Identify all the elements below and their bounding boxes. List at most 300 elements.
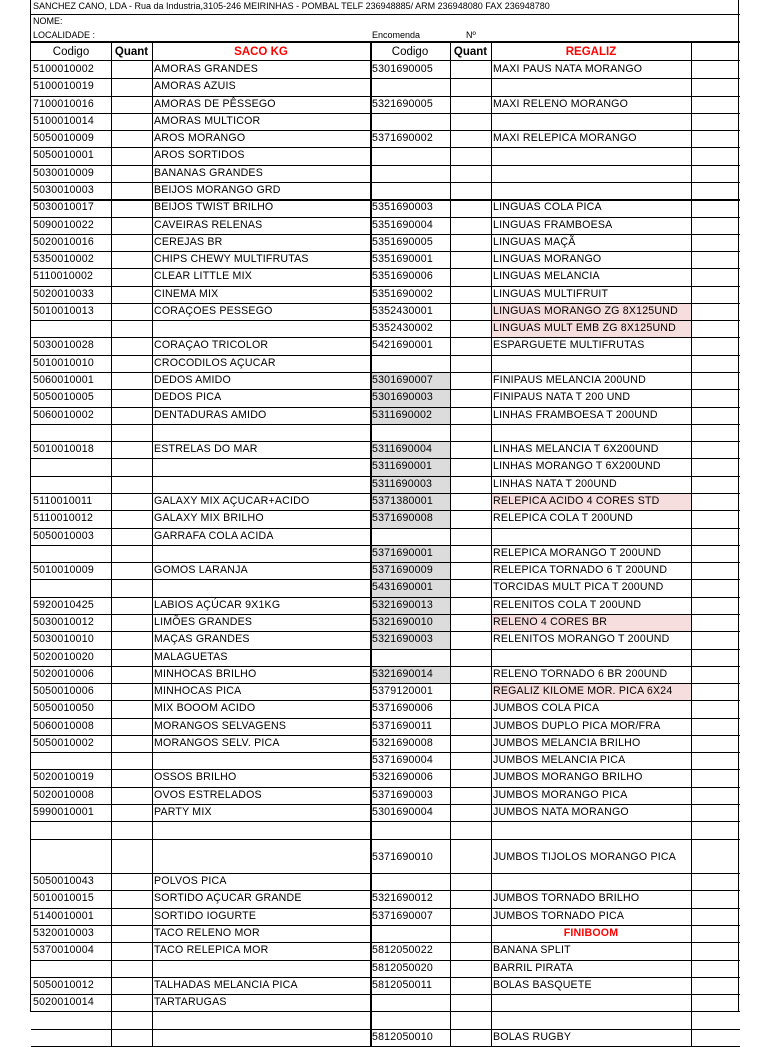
left-desc-cell: SORTIDO IOGURTE <box>154 909 257 922</box>
nome-label: NOME: <box>33 16 63 26</box>
right-desc-cell: JUMBOS MELANCIA BRILHO <box>493 736 641 749</box>
right-code-cell <box>370 78 450 95</box>
left-code-cell: 5010010010 <box>33 356 94 369</box>
left-desc-cell: BEIJOS MORANGO GRD <box>154 183 281 196</box>
right-desc-cell: JUMBOS TIJOLOS MORANGO PICA <box>493 850 676 863</box>
right-quant-cell[interactable] <box>450 510 491 527</box>
column-divider <box>691 43 692 1046</box>
right-code-cell: 5421690001 <box>372 339 433 352</box>
left-code-cell: 5020010006 <box>33 667 94 680</box>
left-desc-cell: AROS SORTIDOS <box>154 149 245 162</box>
left-quant-cell[interactable] <box>111 130 152 147</box>
left-desc-cell: MAÇAS GRANDES <box>154 633 250 646</box>
left-desc-cell: TACO RELENO MOR <box>154 926 260 939</box>
left-quant-cell[interactable] <box>111 1029 152 1046</box>
right-section-header: REGALIZ <box>565 46 617 58</box>
right-code-cell <box>370 821 450 838</box>
right-desc-cell: BOLAS RUGBY <box>493 1030 572 1043</box>
right-code-cell: 5321690008 <box>372 736 433 749</box>
column-divider <box>450 43 451 1046</box>
right-desc-cell <box>491 165 691 182</box>
left-code-cell: 5030010003 <box>33 183 94 196</box>
left-desc-cell: AMORAS MULTICOR <box>154 114 261 127</box>
left-quant-cell[interactable] <box>111 441 152 458</box>
right-quant-cell[interactable] <box>450 839 491 874</box>
left-desc-cell: CINEMA MIX <box>154 287 219 300</box>
right-code-cell <box>370 355 450 372</box>
left-desc-cell <box>152 545 370 562</box>
left-code-cell <box>31 1011 111 1028</box>
column-divider <box>491 43 492 1046</box>
right-code-cell: 5351690001 <box>372 253 433 266</box>
left-desc-cell: BEIJOS TWIST BRILHO <box>154 201 274 214</box>
right-quant-cell[interactable] <box>450 890 491 907</box>
left-code-cell <box>31 960 111 977</box>
row-divider <box>31 78 740 79</box>
right-code-cell: 5311690004 <box>370 441 450 458</box>
left-quant-cell[interactable] <box>111 735 152 752</box>
right-quant-cell[interactable] <box>450 942 491 959</box>
right-quant-cell[interactable] <box>450 372 491 389</box>
right-quant-cell[interactable] <box>450 113 491 130</box>
column-header-top-border <box>31 41 740 43</box>
left-code-cell: 5020010008 <box>33 788 94 801</box>
right-code-cell: 5321690005 <box>372 97 433 110</box>
numero-label: Nº <box>466 30 476 40</box>
left-quant-cell[interactable] <box>111 614 152 631</box>
right-quant-cell[interactable] <box>450 234 491 251</box>
left-quant-cell[interactable] <box>111 925 152 942</box>
row-divider <box>31 908 740 909</box>
row-divider <box>31 441 740 442</box>
left-quant-cell[interactable] <box>111 787 152 804</box>
left-desc-cell: CLEAR LITTLE MIX <box>154 270 252 283</box>
left-code-cell: 5060010008 <box>33 719 94 732</box>
left-code-cell: 5920010425 <box>33 598 94 611</box>
right-desc-cell: LINGUAS MELANCIA <box>493 270 600 283</box>
right-code-cell: 5351690002 <box>372 287 433 300</box>
right-code-cell: 5351690005 <box>372 235 433 248</box>
left-desc-cell <box>152 579 370 596</box>
row-divider <box>31 407 740 408</box>
left-quant-cell[interactable] <box>111 545 152 562</box>
left-code-cell: 5030010028 <box>33 339 94 352</box>
left-quant-cell[interactable] <box>111 994 152 1011</box>
row-divider <box>31 735 740 736</box>
right-desc-cell: RELEPICA ACIDO 4 CORES STD <box>491 493 691 510</box>
row-divider <box>31 700 740 701</box>
right-quant-cell[interactable] <box>450 1029 491 1046</box>
right-code-cell: 5371690006 <box>372 702 433 715</box>
left-quant-cell[interactable] <box>111 579 152 596</box>
left-quant-cell[interactable] <box>111 458 152 475</box>
left-code-cell: 5050010001 <box>33 149 94 162</box>
right-code-cell <box>370 528 450 545</box>
right-quant-cell[interactable] <box>450 735 491 752</box>
right-code-cell: 5352430001 <box>372 304 433 317</box>
right-quant-cell[interactable] <box>450 700 491 717</box>
left-code-cell: 5100010002 <box>33 63 94 75</box>
left-desc-cell: ESTRELAS DO MAR <box>154 443 258 456</box>
left-quant-cell[interactable] <box>111 96 152 113</box>
left-desc-cell <box>152 476 370 493</box>
left-quant-cell[interactable] <box>111 700 152 717</box>
right-quant-cell[interactable] <box>450 1011 491 1028</box>
right-quant-cell[interactable] <box>450 683 491 700</box>
right-desc-cell <box>491 821 691 838</box>
right-code-cell: 5371690004 <box>372 754 433 767</box>
company-header: SANCHEZ CANO, LDA - Rua da Industria,3105-246 MEIRINHAS - POMBAL TELF 236948885/ ARM 236948080 FAX 236948780 <box>33 1 550 11</box>
row-divider <box>31 234 740 235</box>
left-quant-cell[interactable] <box>111 78 152 95</box>
left-code-cell: 5110010012 <box>33 512 94 525</box>
left-codigo-header: Codigo <box>52 46 90 58</box>
row-divider <box>31 631 740 632</box>
row-divider <box>31 925 740 926</box>
right-desc-cell <box>491 649 691 666</box>
right-quant-cell[interactable] <box>450 251 491 268</box>
row-divider <box>31 476 740 477</box>
left-code-cell: 5370010004 <box>33 944 94 957</box>
left-code-cell: 5110010011 <box>33 495 93 507</box>
right-quant-cell[interactable] <box>450 147 491 164</box>
right-code-cell: 5371690009 <box>370 562 450 579</box>
right-code-cell: 5352430002 <box>372 322 433 335</box>
left-quant-cell[interactable] <box>111 562 152 579</box>
left-quant-cell[interactable] <box>111 147 152 164</box>
right-quant-cell[interactable] <box>450 303 491 320</box>
left-quant-cell[interactable] <box>111 908 152 925</box>
left-desc-cell: DENTADURAS AMIDO <box>154 408 267 421</box>
right-code-cell <box>370 182 450 199</box>
left-quant-cell[interactable] <box>111 683 152 700</box>
right-desc-cell <box>491 528 691 545</box>
right-quant-cell[interactable] <box>450 199 491 216</box>
right-desc-cell: RELEPICA TORNADO 6 T 200UND <box>493 564 668 577</box>
right-code-cell: 5321690006 <box>372 771 433 784</box>
left-quant-cell[interactable] <box>111 320 152 337</box>
left-code-cell: 5060010001 <box>33 374 94 387</box>
left-code-cell: 5050010009 <box>33 132 94 145</box>
row-divider <box>31 977 740 978</box>
left-desc-cell: PARTY MIX <box>154 806 212 819</box>
right-desc-cell: BARRIL PIRATA <box>493 961 574 974</box>
right-code-cell <box>370 994 450 1011</box>
row-divider <box>31 752 740 753</box>
row-divider <box>31 372 740 373</box>
right-code-cell: 5371380001 <box>370 493 450 510</box>
right-code-cell: 5351690004 <box>372 218 433 231</box>
row-divider <box>31 130 740 131</box>
left-code-cell: 5110010002 <box>33 270 94 283</box>
left-quant-cell[interactable] <box>111 528 152 545</box>
right-code-cell: 5812050022 <box>372 944 433 957</box>
right-desc-cell <box>491 147 691 164</box>
right-quant-cell[interactable] <box>450 458 491 475</box>
right-code-cell: 5301690005 <box>372 63 433 75</box>
right-code-cell: 5311690003 <box>370 476 450 493</box>
row-divider <box>31 839 740 840</box>
right-desc-cell: JUMBOS MORANGO BRILHO <box>493 771 643 784</box>
right-code-cell: 5431690001 <box>370 579 450 596</box>
row-divider <box>31 268 740 269</box>
left-desc-cell: AMORAS GRANDES <box>154 63 259 75</box>
row-divider <box>31 769 740 770</box>
left-quant-cell[interactable] <box>111 389 152 406</box>
left-quant-cell[interactable] <box>111 61 152 78</box>
column-header-bottom-border <box>31 60 740 61</box>
right-desc-cell: FINIPAUS MELANCIA 200UND <box>493 374 646 387</box>
right-quant-cell[interactable] <box>450 994 491 1011</box>
left-desc-cell: DEDOS PICA <box>154 391 222 404</box>
right-quant-cell[interactable] <box>450 666 491 683</box>
left-code-cell: 5010010013 <box>33 304 94 317</box>
row-divider <box>31 873 740 874</box>
right-quant-cell[interactable] <box>450 493 491 510</box>
right-desc-cell <box>491 355 691 372</box>
left-quant-cell[interactable] <box>111 286 152 303</box>
left-desc-cell: GARRAFA COLA ACIDA <box>154 529 274 542</box>
left-desc-cell: DEDOS AMIDO <box>154 374 231 387</box>
right-desc-cell: BANANA SPLIT <box>493 944 571 957</box>
left-quant-cell[interactable] <box>111 182 152 199</box>
left-quant-cell[interactable] <box>111 839 152 874</box>
right-desc-cell: RELENITOS COLA T 200UND <box>493 598 642 611</box>
row-divider <box>31 718 740 719</box>
right-quant-cell[interactable] <box>450 217 491 234</box>
left-quant-cell[interactable] <box>111 873 152 890</box>
left-desc-cell: BANANAS GRANDES <box>154 166 263 179</box>
left-desc-cell: OVOS ESTRELADOS <box>154 788 262 801</box>
left-quant-cell[interactable] <box>111 769 152 786</box>
left-code-cell: 5060010002 <box>33 408 94 421</box>
left-quant-cell[interactable] <box>111 407 152 424</box>
right-quant-cell[interactable] <box>450 562 491 579</box>
right-code-cell <box>370 424 450 441</box>
right-quant-cell[interactable] <box>450 268 491 285</box>
right-quant-cell[interactable] <box>450 407 491 424</box>
left-quant-cell[interactable] <box>111 424 152 441</box>
left-code-cell: 5320010003 <box>33 926 94 939</box>
right-desc-cell: LINHAS MELANCIA T 6X200UND <box>493 443 659 456</box>
right-quant-cell[interactable] <box>450 579 491 596</box>
row-divider <box>31 320 740 321</box>
left-quant-cell[interactable] <box>111 303 152 320</box>
row-divider <box>31 458 740 459</box>
right-quant-cell[interactable] <box>450 476 491 493</box>
right-desc-cell: ESPARGUETE MULTIFRUTAS <box>493 339 645 352</box>
left-code-cell <box>31 476 111 493</box>
left-quant-cell[interactable] <box>111 372 152 389</box>
right-quant-cell[interactable] <box>450 769 491 786</box>
right-desc-cell: JUMBOS TORNADO BRILHO <box>493 892 640 905</box>
left-desc-cell: GALAXY MIX AÇUCAR+ACIDO <box>154 495 310 507</box>
row-divider <box>31 994 740 995</box>
right-code-cell: 5371690001 <box>370 545 450 562</box>
left-desc-cell: CAVEIRAS RELENAS <box>154 218 263 231</box>
left-code-cell <box>31 821 111 838</box>
row-divider <box>31 182 740 183</box>
header-divider <box>31 14 740 15</box>
left-desc-cell: AMORAS AZUIS <box>154 80 236 93</box>
left-code-cell: 5020010014 <box>33 996 94 1009</box>
left-code-cell: 5100010014 <box>33 114 94 127</box>
left-quant-cell[interactable] <box>111 752 152 769</box>
left-quant-cell[interactable] <box>111 113 152 130</box>
left-quant-cell[interactable] <box>111 337 152 354</box>
right-code-cell: 5371690008 <box>370 510 450 527</box>
left-quant-cell[interactable] <box>111 718 152 735</box>
left-code-cell <box>31 545 111 562</box>
right-desc-cell: MAXI RELENO MORANGO <box>493 97 629 110</box>
right-quant-cell[interactable] <box>450 804 491 821</box>
left-quant-cell[interactable] <box>111 165 152 182</box>
right-code-cell <box>370 165 450 182</box>
row-divider <box>31 545 740 546</box>
left-quant-cell[interactable] <box>111 666 152 683</box>
left-quant-cell[interactable] <box>111 649 152 666</box>
left-desc-cell <box>152 320 370 337</box>
right-quant-cell[interactable] <box>450 389 491 406</box>
right-quant-cell[interactable] <box>450 61 491 78</box>
row-divider <box>31 1011 740 1012</box>
left-quant-cell[interactable] <box>111 631 152 648</box>
left-quant-cell[interactable] <box>111 355 152 372</box>
right-quant-cell[interactable] <box>450 528 491 545</box>
left-code-cell <box>31 752 111 769</box>
right-code-cell <box>370 147 450 164</box>
right-quant-cell[interactable] <box>450 787 491 804</box>
right-code-cell <box>370 925 450 942</box>
left-code-cell: 5050010003 <box>33 529 94 542</box>
right-desc-cell <box>491 424 691 441</box>
right-code-cell: 5371690003 <box>372 788 433 801</box>
right-quant-cell[interactable] <box>450 960 491 977</box>
row-divider <box>31 890 740 891</box>
right-quant-cell[interactable] <box>450 614 491 631</box>
row-divider <box>31 96 740 97</box>
left-desc-cell: LABIOS AÇÚCAR 9X1KG <box>154 598 281 611</box>
left-quant-cell[interactable] <box>111 268 152 285</box>
left-code-cell: 5020010033 <box>33 287 94 300</box>
left-quant-cell[interactable] <box>111 890 152 907</box>
row-divider <box>31 562 740 563</box>
left-quant-cell[interactable] <box>111 510 152 527</box>
left-quant-cell[interactable] <box>111 960 152 977</box>
right-quant-cell[interactable] <box>450 337 491 354</box>
row-divider <box>31 942 740 943</box>
right-desc-cell <box>491 78 691 95</box>
left-quant-cell[interactable] <box>111 942 152 959</box>
left-code-cell <box>31 579 111 596</box>
right-code-cell: 5351690003 <box>372 201 433 214</box>
left-quant-cell[interactable] <box>111 476 152 493</box>
right-quant-cell[interactable] <box>450 165 491 182</box>
left-quant-cell[interactable] <box>111 821 152 838</box>
right-quant-cell[interactable] <box>450 908 491 925</box>
right-desc-cell: JUMBOS TORNADO PICA <box>493 909 625 922</box>
left-code-cell: 5050010006 <box>33 685 94 698</box>
left-code-cell: 5020010020 <box>33 650 94 663</box>
right-desc-cell: MAXI RELEPICA MORANGO <box>493 132 637 145</box>
right-quant-cell[interactable] <box>450 320 491 337</box>
left-code-cell <box>31 424 111 441</box>
right-quant-cell[interactable] <box>450 752 491 769</box>
left-code-cell: 5090010022 <box>33 218 94 231</box>
left-code-cell: 5020010016 <box>33 235 94 248</box>
row-divider <box>31 424 740 425</box>
right-code-cell: 5371690007 <box>372 909 433 922</box>
left-desc-cell: MALAGUETAS <box>154 650 228 663</box>
right-desc-cell: LINGUAS MULTIFRUIT <box>493 287 609 300</box>
right-quant-cell[interactable] <box>450 130 491 147</box>
left-desc-cell: AMORAS DE PÊSSEGO <box>154 97 276 110</box>
right-quant-cell[interactable] <box>450 424 491 441</box>
right-quant-cell[interactable] <box>450 545 491 562</box>
left-quant-cell[interactable] <box>111 251 152 268</box>
left-quant-cell[interactable] <box>111 804 152 821</box>
right-quant-cell[interactable] <box>450 718 491 735</box>
left-desc-cell: MIX BOOOM ACIDO <box>154 702 256 715</box>
right-quant-cell[interactable] <box>450 78 491 95</box>
left-quant-cell[interactable] <box>111 199 152 216</box>
right-desc-cell: LINGUAS FRAMBOESA <box>493 218 613 231</box>
left-code-cell: 5010010009 <box>33 564 94 577</box>
right-quant-cell[interactable] <box>450 649 491 666</box>
row-divider <box>31 960 740 961</box>
left-quant-cell[interactable] <box>111 597 152 614</box>
right-code-cell: 5321690010 <box>370 614 450 631</box>
right-quant-cell[interactable] <box>450 96 491 113</box>
right-quant-cell[interactable] <box>450 355 491 372</box>
row-divider <box>31 821 740 822</box>
left-quant-cell[interactable] <box>111 234 152 251</box>
right-quant-cell[interactable] <box>450 631 491 648</box>
right-quant-cell[interactable] <box>450 925 491 942</box>
left-code-cell: 5050010050 <box>33 702 94 715</box>
right-quant-cell[interactable] <box>450 182 491 199</box>
left-code-cell <box>31 839 111 874</box>
column-divider <box>370 43 372 1046</box>
right-quant-cell[interactable] <box>450 286 491 303</box>
row-divider <box>31 510 740 511</box>
right-quant-cell[interactable] <box>450 441 491 458</box>
left-desc-cell: AROS MORANGO <box>154 132 246 145</box>
left-code-cell: 5050010002 <box>33 736 94 749</box>
right-code-cell <box>370 873 450 890</box>
left-quant-cell[interactable] <box>111 217 152 234</box>
right-quant-cell[interactable] <box>450 821 491 838</box>
right-code-cell: 5311690002 <box>370 407 450 424</box>
order-form-sheet <box>30 0 739 1043</box>
row-divider <box>31 251 740 252</box>
left-quant-cell[interactable] <box>111 977 152 994</box>
right-desc-cell: LINGUAS MAÇÃ <box>493 235 576 248</box>
left-quant-cell[interactable] <box>111 493 152 510</box>
right-desc-cell: JUMBOS DUPLO PICA MOR/FRA <box>493 719 661 732</box>
left-code-cell: 7100010016 <box>33 97 94 110</box>
right-code-cell: 5321690003 <box>370 631 450 648</box>
right-quant-cell[interactable] <box>450 873 491 890</box>
left-quant-header: Quant <box>114 46 149 58</box>
left-quant-cell[interactable] <box>111 1011 152 1028</box>
left-desc-cell <box>152 1011 370 1028</box>
right-quant-cell[interactable] <box>450 597 491 614</box>
left-code-cell: 5010010015 <box>33 892 94 905</box>
left-desc-cell <box>152 960 370 977</box>
right-quant-cell[interactable] <box>450 977 491 994</box>
right-desc-cell: RELENO 4 CORES BR <box>491 614 691 631</box>
